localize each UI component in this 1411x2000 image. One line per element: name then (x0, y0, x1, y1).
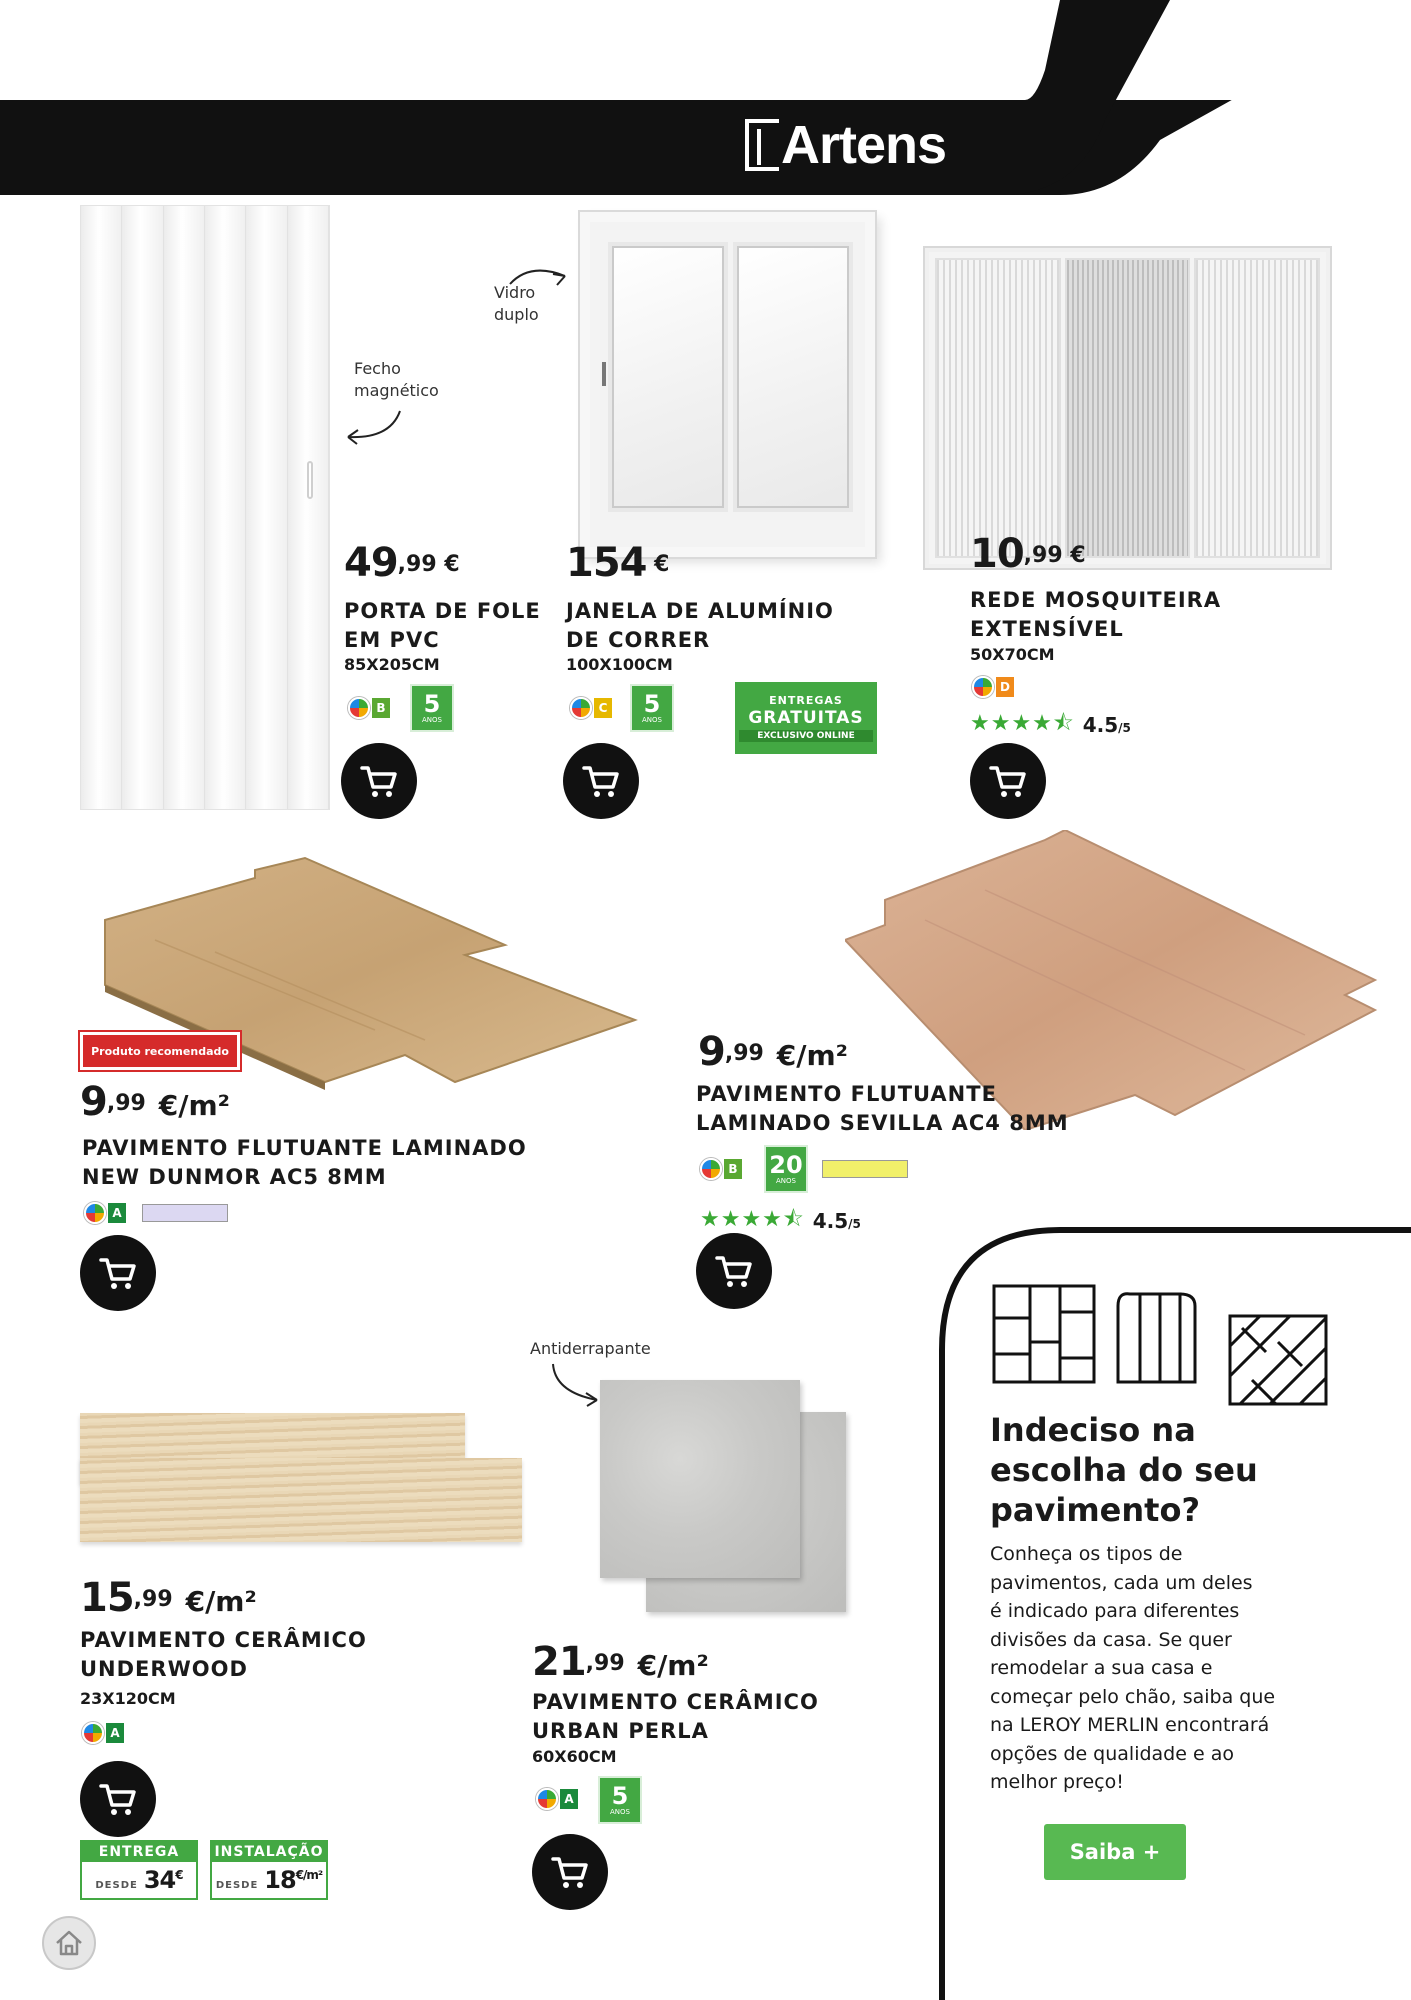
sevilla-cart-button[interactable] (696, 1233, 772, 1309)
annotation-arrow-icon (545, 1360, 605, 1410)
underwood-tile-2 (80, 1458, 522, 1542)
new-dunmor-cart-button[interactable] (80, 1235, 156, 1311)
janela-title: JANELA DE ALUMÍNIO DE CORRER (566, 599, 834, 652)
rede-mosquiteira-rating: ★★★★⯪ 4.5/5 (970, 706, 1131, 744)
star-icon: ★★★★⯪ (700, 1207, 805, 1232)
eco-label-icon (84, 1202, 106, 1224)
new-dunmor-title: PAVIMENTO FLUTUANTE LAMINADO NEW DUNMOR AC5 8MM (82, 1136, 527, 1189)
underwood-eco-label: A (82, 1722, 124, 1744)
shopping-cart-icon (988, 763, 1028, 799)
new-dunmor-scale-label (142, 1204, 228, 1222)
sevilla-price: $9^{,99}$ €/m² (698, 1029, 848, 1075)
eco-label-icon (700, 1158, 722, 1180)
annotation-arrow-icon (340, 405, 410, 450)
underwood-price: $15^{,99}$ €/m² (80, 1575, 257, 1621)
door-handle (307, 461, 313, 499)
porta-fole-dims: 85X205CM (344, 655, 440, 674)
shopping-cart-icon (98, 1255, 138, 1291)
home-button[interactable] (42, 1916, 96, 1970)
urban-perla-annotation: Antiderrapante (530, 1339, 651, 1358)
janela-cart-button[interactable] (563, 743, 639, 819)
brand-logo (745, 112, 946, 178)
urban-perla-price: $21^{,99}$ €/m² (532, 1639, 709, 1685)
porta-fole-warranty-badge: 5 ANOS (410, 684, 454, 732)
header-swoosh (0, 0, 1411, 200)
rede-mosquiteira-image (925, 248, 1330, 568)
recommended-label: Produto recomendado (80, 1032, 240, 1070)
janela-dims: 100X100CM (566, 655, 673, 674)
sevilla-eco-label: B (700, 1158, 742, 1180)
installation-service-badge: INSTALAÇÃO DESDE $18^{€/m^2}$ (210, 1840, 328, 1900)
shopping-cart-icon (714, 1253, 754, 1289)
eco-label-icon (348, 697, 370, 719)
eco-label-icon (536, 1788, 558, 1810)
new-dunmor-eco-label: A (84, 1202, 126, 1224)
info-panel-text: Conheça os tipos de pavimentos, cada um deles é indicado para diferentes divisões da casa. Se quer remodelar a sua casa e começar pelo chão, saiba que na LEROY MERLIN encontrará opções de qualidade e ao melhor preço! (990, 1543, 1276, 1793)
porta-fole-eco-label: B (348, 697, 390, 719)
porta-fole-title: PORTA DE FOLE EM PVC (344, 599, 541, 652)
eco-label-icon (82, 1722, 104, 1744)
janela-annotation: Vidro duplo (494, 283, 539, 324)
shopping-cart-icon (550, 1854, 590, 1890)
info-panel-title: Indeciso na escolha do seu pavimento? (990, 1411, 1258, 1529)
urban-perla-title: PAVIMENTO CERÂMICO URBAN PERLA (532, 1690, 819, 1743)
urban-perla-tile-front (600, 1380, 800, 1578)
shopping-cart-icon (581, 763, 621, 799)
shopping-cart-icon (359, 763, 399, 799)
underwood-cart-button[interactable] (80, 1761, 156, 1837)
underwood-title: PAVIMENTO CERÂMICO UNDERWOOD (80, 1628, 367, 1681)
urban-perla-warranty-badge: 5 ANOS (598, 1776, 642, 1824)
rede-mosquiteira-title: REDE MOSQUITEIRA EXTENSÍVEL (970, 588, 1222, 641)
brand-mark-icon (745, 119, 779, 171)
underwood-dims: 23X120CM (80, 1689, 176, 1708)
sevilla-warranty-badge: 20 ANOS (764, 1145, 808, 1193)
annotation-arrow-icon (505, 262, 575, 294)
rede-mosquiteira-cart-button[interactable] (970, 743, 1046, 819)
porta-fole-cart-button[interactable] (341, 743, 417, 819)
brand-name: Artens (781, 115, 947, 175)
sevilla-title: PAVIMENTO FLUTUANTE LAMINADO SEVILLA AC4 8MM (696, 1082, 1069, 1135)
eco-label-icon (570, 697, 592, 719)
urban-perla-dims: 60X60CM (532, 1747, 617, 1766)
rede-mosquiteira-price: $10^{,99}$ € (970, 531, 1086, 577)
delivery-service-badge: ENTREGA DESDE 34€ (80, 1840, 198, 1900)
floor-types-icon (990, 1282, 1335, 1412)
saiba-mais-button[interactable]: Saiba + (1044, 1824, 1186, 1880)
sevilla-rating: ★★★★⯪ 4.5/5 (700, 1202, 861, 1240)
porta-fole-image (80, 205, 330, 810)
free-delivery-badge: ENTREGAS GRATUITAS EXCLUSIVO ONLINE (735, 682, 877, 754)
rede-mosquiteira-dims: 50X70CM (970, 645, 1055, 664)
star-icon: ★★★★⯪ (970, 711, 1075, 736)
rede-mosquiteira-eco-label: D (972, 676, 1014, 698)
eco-label-icon (972, 676, 994, 698)
porta-fole-annotation: Fecho magnético (354, 359, 439, 400)
urban-perla-cart-button[interactable] (532, 1834, 608, 1910)
janela-eco-label: C (570, 697, 612, 719)
janela-image (580, 212, 875, 557)
urban-perla-eco-label: A (536, 1788, 578, 1810)
sevilla-scale-label (822, 1160, 908, 1178)
home-icon (54, 1929, 84, 1957)
porta-fole-price: $49^{,99}$ € (344, 540, 460, 586)
janela-warranty-badge: 5 ANOS (630, 684, 674, 732)
janela-price: 154 € (566, 540, 670, 586)
new-dunmor-price: $9^{,99}$ €/m² (80, 1079, 230, 1125)
shopping-cart-icon (98, 1781, 138, 1817)
